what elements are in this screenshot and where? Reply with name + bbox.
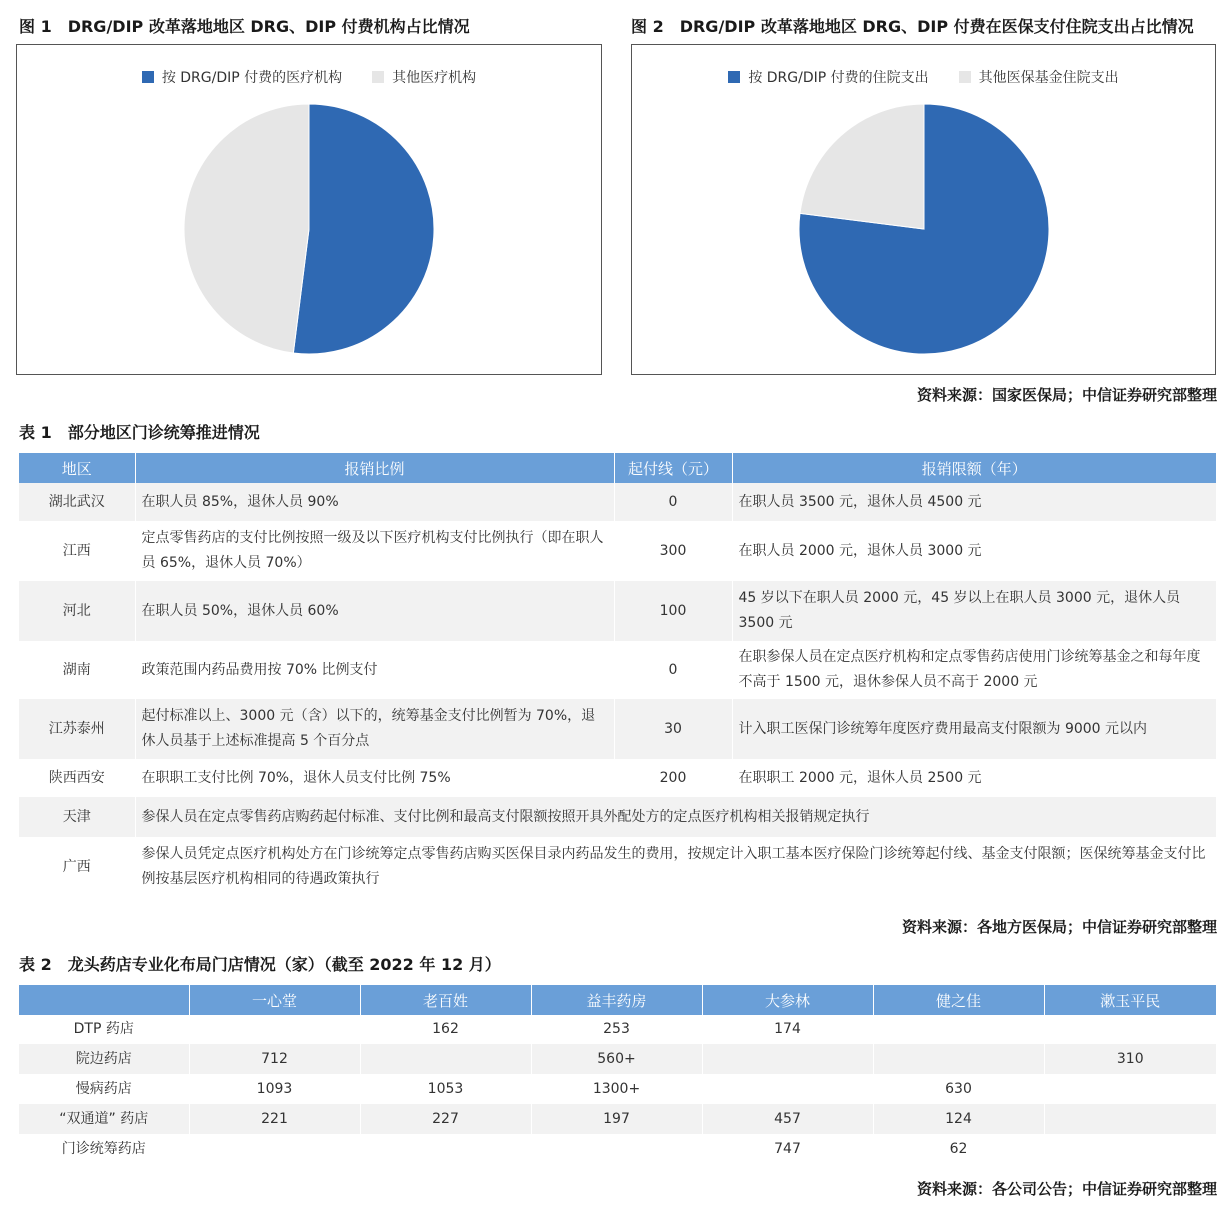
ratio-cell: 起付标准以上、3000 元（含）以下的，统筹基金支付比例暂为 70%，退休人员基于上述标准提高 5 个百分点 bbox=[135, 699, 614, 759]
count-cell bbox=[360, 1134, 531, 1164]
count-cell bbox=[360, 1044, 531, 1074]
legend-label: 按 DRG/DIP 付费的住院支出 bbox=[748, 70, 929, 86]
table1-header-cell: 报销比例 bbox=[135, 453, 614, 483]
table1-source: 资料来源：各地方医保局；中信证券研究部整理 bbox=[901, 918, 1217, 936]
ratio-cell: 在职职工支付比例 70%，退休人员支付比例 75% bbox=[135, 759, 614, 797]
table-row bbox=[19, 1104, 1216, 1134]
table-row bbox=[19, 581, 1216, 641]
count-cell bbox=[873, 1015, 1044, 1044]
table-row bbox=[19, 483, 1216, 521]
table-row bbox=[19, 1015, 1216, 1044]
count-cell bbox=[702, 1044, 873, 1074]
count-cell bbox=[1044, 1015, 1216, 1044]
store-type-cell: 慢病药店 bbox=[19, 1074, 189, 1104]
legend-label: 其他医保基金住院支出 bbox=[978, 70, 1119, 86]
region-cell: 天津 bbox=[19, 797, 135, 837]
table2-header-cell: 老百姓 bbox=[360, 985, 531, 1015]
region-cell: 陕西西安 bbox=[19, 759, 135, 797]
figure2-title: 图 2 DRG/DIP 改革落地地区 DRG、DIP 付费在医保支付住院支出占比情况 bbox=[631, 17, 1194, 36]
table-row bbox=[19, 521, 1216, 581]
count-cell bbox=[1044, 1104, 1216, 1134]
pie-slice bbox=[293, 104, 434, 354]
count-cell: 310 bbox=[1044, 1044, 1216, 1074]
threshold-cell: 100 bbox=[614, 581, 732, 641]
store-type-cell: DTP 药店 bbox=[19, 1015, 189, 1044]
region-cell: 河北 bbox=[19, 581, 135, 641]
pie-slice bbox=[184, 104, 309, 353]
ratio-cell: 在职人员 50%，退休人员 60% bbox=[135, 581, 614, 641]
count-cell: 560+ bbox=[531, 1044, 702, 1074]
count-cell: 1053 bbox=[360, 1074, 531, 1104]
table1-header-cell: 起付线（元） bbox=[614, 453, 732, 483]
table2-header-cell bbox=[19, 985, 189, 1015]
table-row bbox=[19, 1044, 1216, 1074]
table-row bbox=[19, 797, 1216, 837]
table-row bbox=[19, 699, 1216, 759]
table-row bbox=[19, 1134, 1216, 1164]
table1 bbox=[19, 453, 1216, 897]
pie-slice bbox=[800, 104, 924, 229]
policy-cell: 参保人员在定点零售药店购药起付标准、支付比例和最高支付限额按照开具外配处方的定点医疗机构相关报销规定执行 bbox=[135, 797, 1216, 837]
table2-header-cell: 健之佳 bbox=[873, 985, 1044, 1015]
count-cell bbox=[702, 1074, 873, 1104]
region-cell: 江西 bbox=[19, 521, 135, 581]
table-row bbox=[19, 837, 1216, 897]
count-cell: 1300+ bbox=[531, 1074, 702, 1104]
threshold-cell: 30 bbox=[614, 699, 732, 759]
limit-cell: 45 岁以下在职人员 2000 元，45 岁以上在职人员 3000 元，退休人员 3500 元 bbox=[732, 581, 1216, 641]
region-cell: 湖北武汉 bbox=[19, 483, 135, 521]
count-cell bbox=[1044, 1134, 1216, 1164]
table1-header-row bbox=[19, 453, 1216, 483]
table2-header-cell: 益丰药房 bbox=[531, 985, 702, 1015]
count-cell: 62 bbox=[873, 1134, 1044, 1164]
count-cell bbox=[1044, 1074, 1216, 1104]
legend-label: 其他医疗机构 bbox=[392, 70, 477, 86]
count-cell bbox=[531, 1134, 702, 1164]
threshold-cell: 200 bbox=[614, 759, 732, 797]
count-cell bbox=[189, 1134, 360, 1164]
table-row bbox=[19, 1074, 1216, 1104]
threshold-cell: 300 bbox=[614, 521, 732, 581]
count-cell: 747 bbox=[702, 1134, 873, 1164]
table-row bbox=[19, 641, 1216, 699]
figure1-title: 图 1 DRG/DIP 改革落地地区 DRG、DIP 付费机构占比情况 bbox=[19, 17, 470, 36]
figures-source: 资料来源：国家医保局；中信证券研究部整理 bbox=[916, 386, 1217, 404]
count-cell: 124 bbox=[873, 1104, 1044, 1134]
count-cell: 221 bbox=[189, 1104, 360, 1134]
limit-cell: 在职参保人员在定点医疗机构和定点零售药店使用门诊统筹基金之和每年度不高于 1500 元，退休参保人员不高于 2000 元 bbox=[732, 641, 1216, 699]
count-cell: 457 bbox=[702, 1104, 873, 1134]
count-cell: 197 bbox=[531, 1104, 702, 1134]
region-cell: 广西 bbox=[19, 837, 135, 897]
count-cell bbox=[873, 1044, 1044, 1074]
limit-cell: 计入职工医保门诊统筹年度医疗费用最高支付限额为 9000 元以内 bbox=[732, 699, 1216, 759]
threshold-cell: 0 bbox=[614, 641, 732, 699]
ratio-cell: 政策范围内药品费用按 70% 比例支付 bbox=[135, 641, 614, 699]
pie-chart-1 bbox=[17, 45, 601, 374]
table2-header-cell: 一心堂 bbox=[189, 985, 360, 1015]
count-cell bbox=[189, 1015, 360, 1044]
pie-chart-2 bbox=[632, 45, 1215, 374]
region-cell: 江苏泰州 bbox=[19, 699, 135, 759]
table2-header-cell: 大参林 bbox=[702, 985, 873, 1015]
table-row bbox=[19, 759, 1216, 797]
count-cell: 712 bbox=[189, 1044, 360, 1074]
count-cell: 253 bbox=[531, 1015, 702, 1044]
policy-cell: 参保人员凭定点医疗机构处方在门诊统筹定点零售药店购买医保目录内药品发生的费用，按规定计入职工基本医疗保险门诊统筹起付线、基金支付限额；医保统筹基金支付比例按基层医疗机构相同的待遇政策执行 bbox=[135, 837, 1216, 897]
region-cell: 湖南 bbox=[19, 641, 135, 699]
count-cell: 227 bbox=[360, 1104, 531, 1134]
count-cell: 174 bbox=[702, 1015, 873, 1044]
count-cell: 630 bbox=[873, 1074, 1044, 1104]
count-cell: 162 bbox=[360, 1015, 531, 1044]
table1-header-cell: 地区 bbox=[19, 453, 135, 483]
table2 bbox=[19, 985, 1216, 1164]
figure2-chart bbox=[631, 44, 1216, 375]
store-type-cell: 门诊统筹药店 bbox=[19, 1134, 189, 1164]
limit-cell: 在职职工 2000 元，退休人员 2500 元 bbox=[732, 759, 1216, 797]
table2-header-row bbox=[19, 985, 1216, 1015]
legend-label: 按 DRG/DIP 付费的医疗机构 bbox=[161, 70, 343, 86]
limit-cell: 在职人员 2000 元，退休人员 3000 元 bbox=[732, 521, 1216, 581]
table2-title: 表 2 龙头药店专业化布局门店情况（家）（截至 2022 年 12 月） bbox=[19, 955, 501, 974]
table1-header-cell: 报销限额（年） bbox=[732, 453, 1216, 483]
table2-header-cell: 漱玉平民 bbox=[1044, 985, 1216, 1015]
store-type-cell: “双通道” 药店 bbox=[19, 1104, 189, 1134]
limit-cell: 在职人员 3500 元，退休人员 4500 元 bbox=[732, 483, 1216, 521]
count-cell: 1093 bbox=[189, 1074, 360, 1104]
ratio-cell: 定点零售药店的支付比例按照一级及以下医疗机构支付比例执行（即在职人员 65%，退休人员 70%） bbox=[135, 521, 614, 581]
figure1-chart bbox=[16, 44, 602, 375]
ratio-cell: 在职人员 85%，退休人员 90% bbox=[135, 483, 614, 521]
store-type-cell: 院边药店 bbox=[19, 1044, 189, 1074]
table1-title: 表 1 部分地区门诊统筹推进情况 bbox=[19, 423, 260, 442]
table2-source: 资料来源：各公司公告；中信证券研究部整理 bbox=[916, 1180, 1217, 1198]
threshold-cell: 0 bbox=[614, 483, 732, 521]
